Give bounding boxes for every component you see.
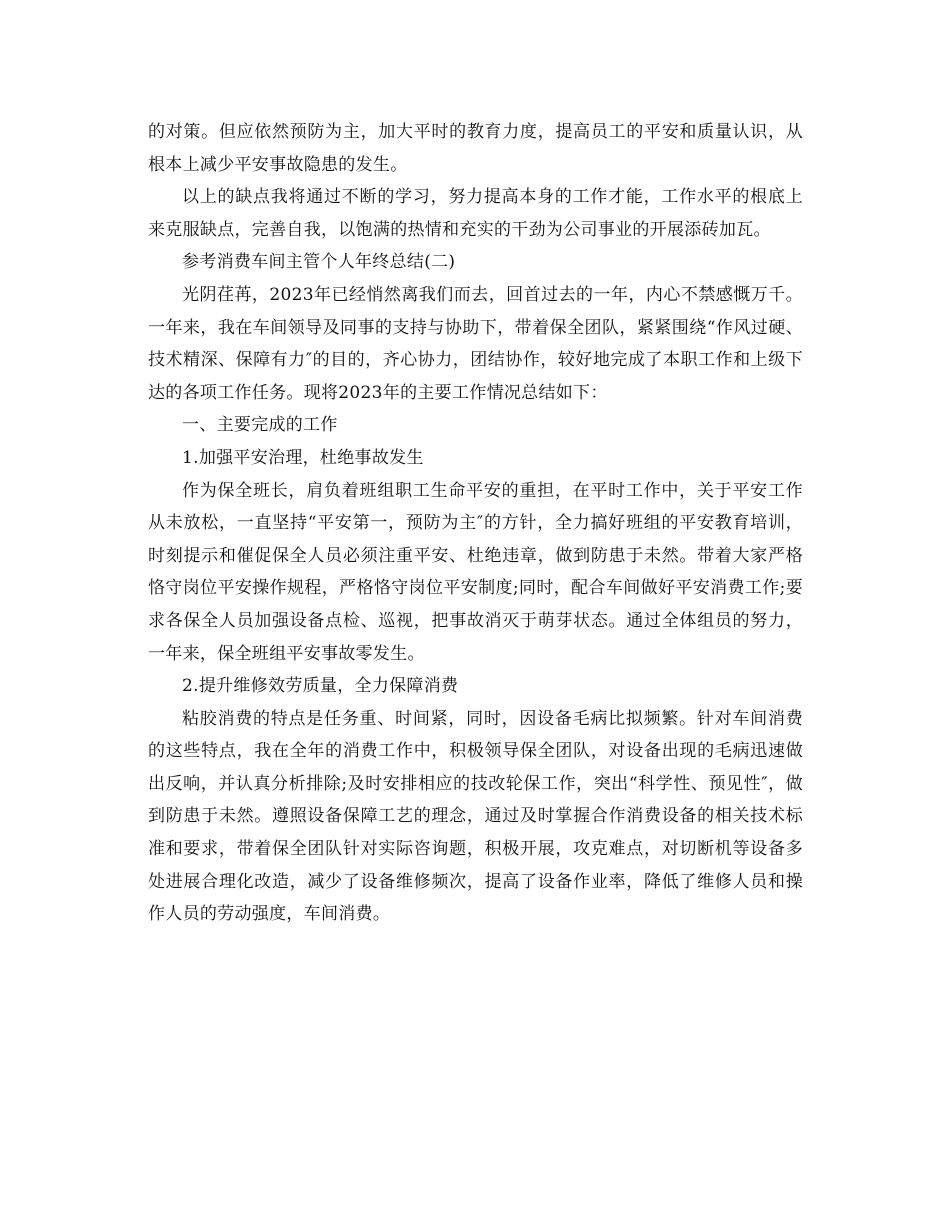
paragraph-intro: 光阴荏苒，2023年已经悄然离我们而去，回首过去的一年，内心不禁感慨万千。一年来，我在车间领导及同事的支持与协助下，带着保全团队，紧紧围绕“作风过硬、技术精深、保障有力″的目的，齐心协力，团结协作，较好地完成了本职工作和上级下达的各项工作任务。现将2023年的主要工作情况总结如下： <box>148 284 803 403</box>
paragraph-safety: 作为保全班长，肩负着班组职工生命平安的重担，在平时工作中，关于平安工作从未放松，一直坚持“平安第一，预防为主″的方针，全力搞好班组的平安教育培训，时刻提示和催促保全人员必须注重平安、杜绝违章，做到防患于未然。带着大家严格恪守岗位平安操作规程，严格恪守岗位平安制度;同时，配合车间做好平安消费工作;要求各保全人员加强设备点检、巡视，把事故消灭于萌芽状态。通过全体组员的努力，一年来，保全班组平安事故零发生。 <box>148 480 803 664</box>
subheading-maintenance: 2.提升维修效劳质量，全力保障消费 <box>182 676 459 697</box>
paragraph-maintenance: 粘胶消费的特点是任务重、时间紧，同时，因设备毛病比拟频繁。针对车间消费的这些特点，我在全年的消费工作中，积极领导保全团队，对设备出现的毛病迅速做出反响，并认真分析排除;及时安排相应的技改轮保工作，突出“科学性、预见性″，做到防患于未然。遵照设备保障工艺的理念，通过及时掌握合作消费设备的相关技术标准和要求，带着保全团队针对实际咨询题，积极开展，攻克难点，对切断机等设备多处进展合理化改造，减少了设备维修频次，提高了设备作业率，降低了维修人员和操作人员的劳动强度，车间消费。 <box>148 708 803 925</box>
heading-main-work: 一、主要完成的工作 <box>182 415 338 436</box>
paragraph-1: 的对策。但应依然预防为主，加大平时的教育力度，提高员工的平安和质量认识，从根本上减少平安事故隐患的发生。 <box>148 122 803 175</box>
paragraph-2: 以上的缺点我将通过不断的学习，努力提高本身的工作才能，工作水平的根底上来克服缺点，完善自我，以饱满的热情和充实的干劲为公司事业的开展添砖加瓦。 <box>148 187 803 240</box>
document-body <box>148 116 803 931</box>
section-title: 参考消费车间主管个人年终总结(二) <box>182 252 456 273</box>
subheading-safety: 1.加强平安治理，杜绝事故发生 <box>182 447 424 468</box>
